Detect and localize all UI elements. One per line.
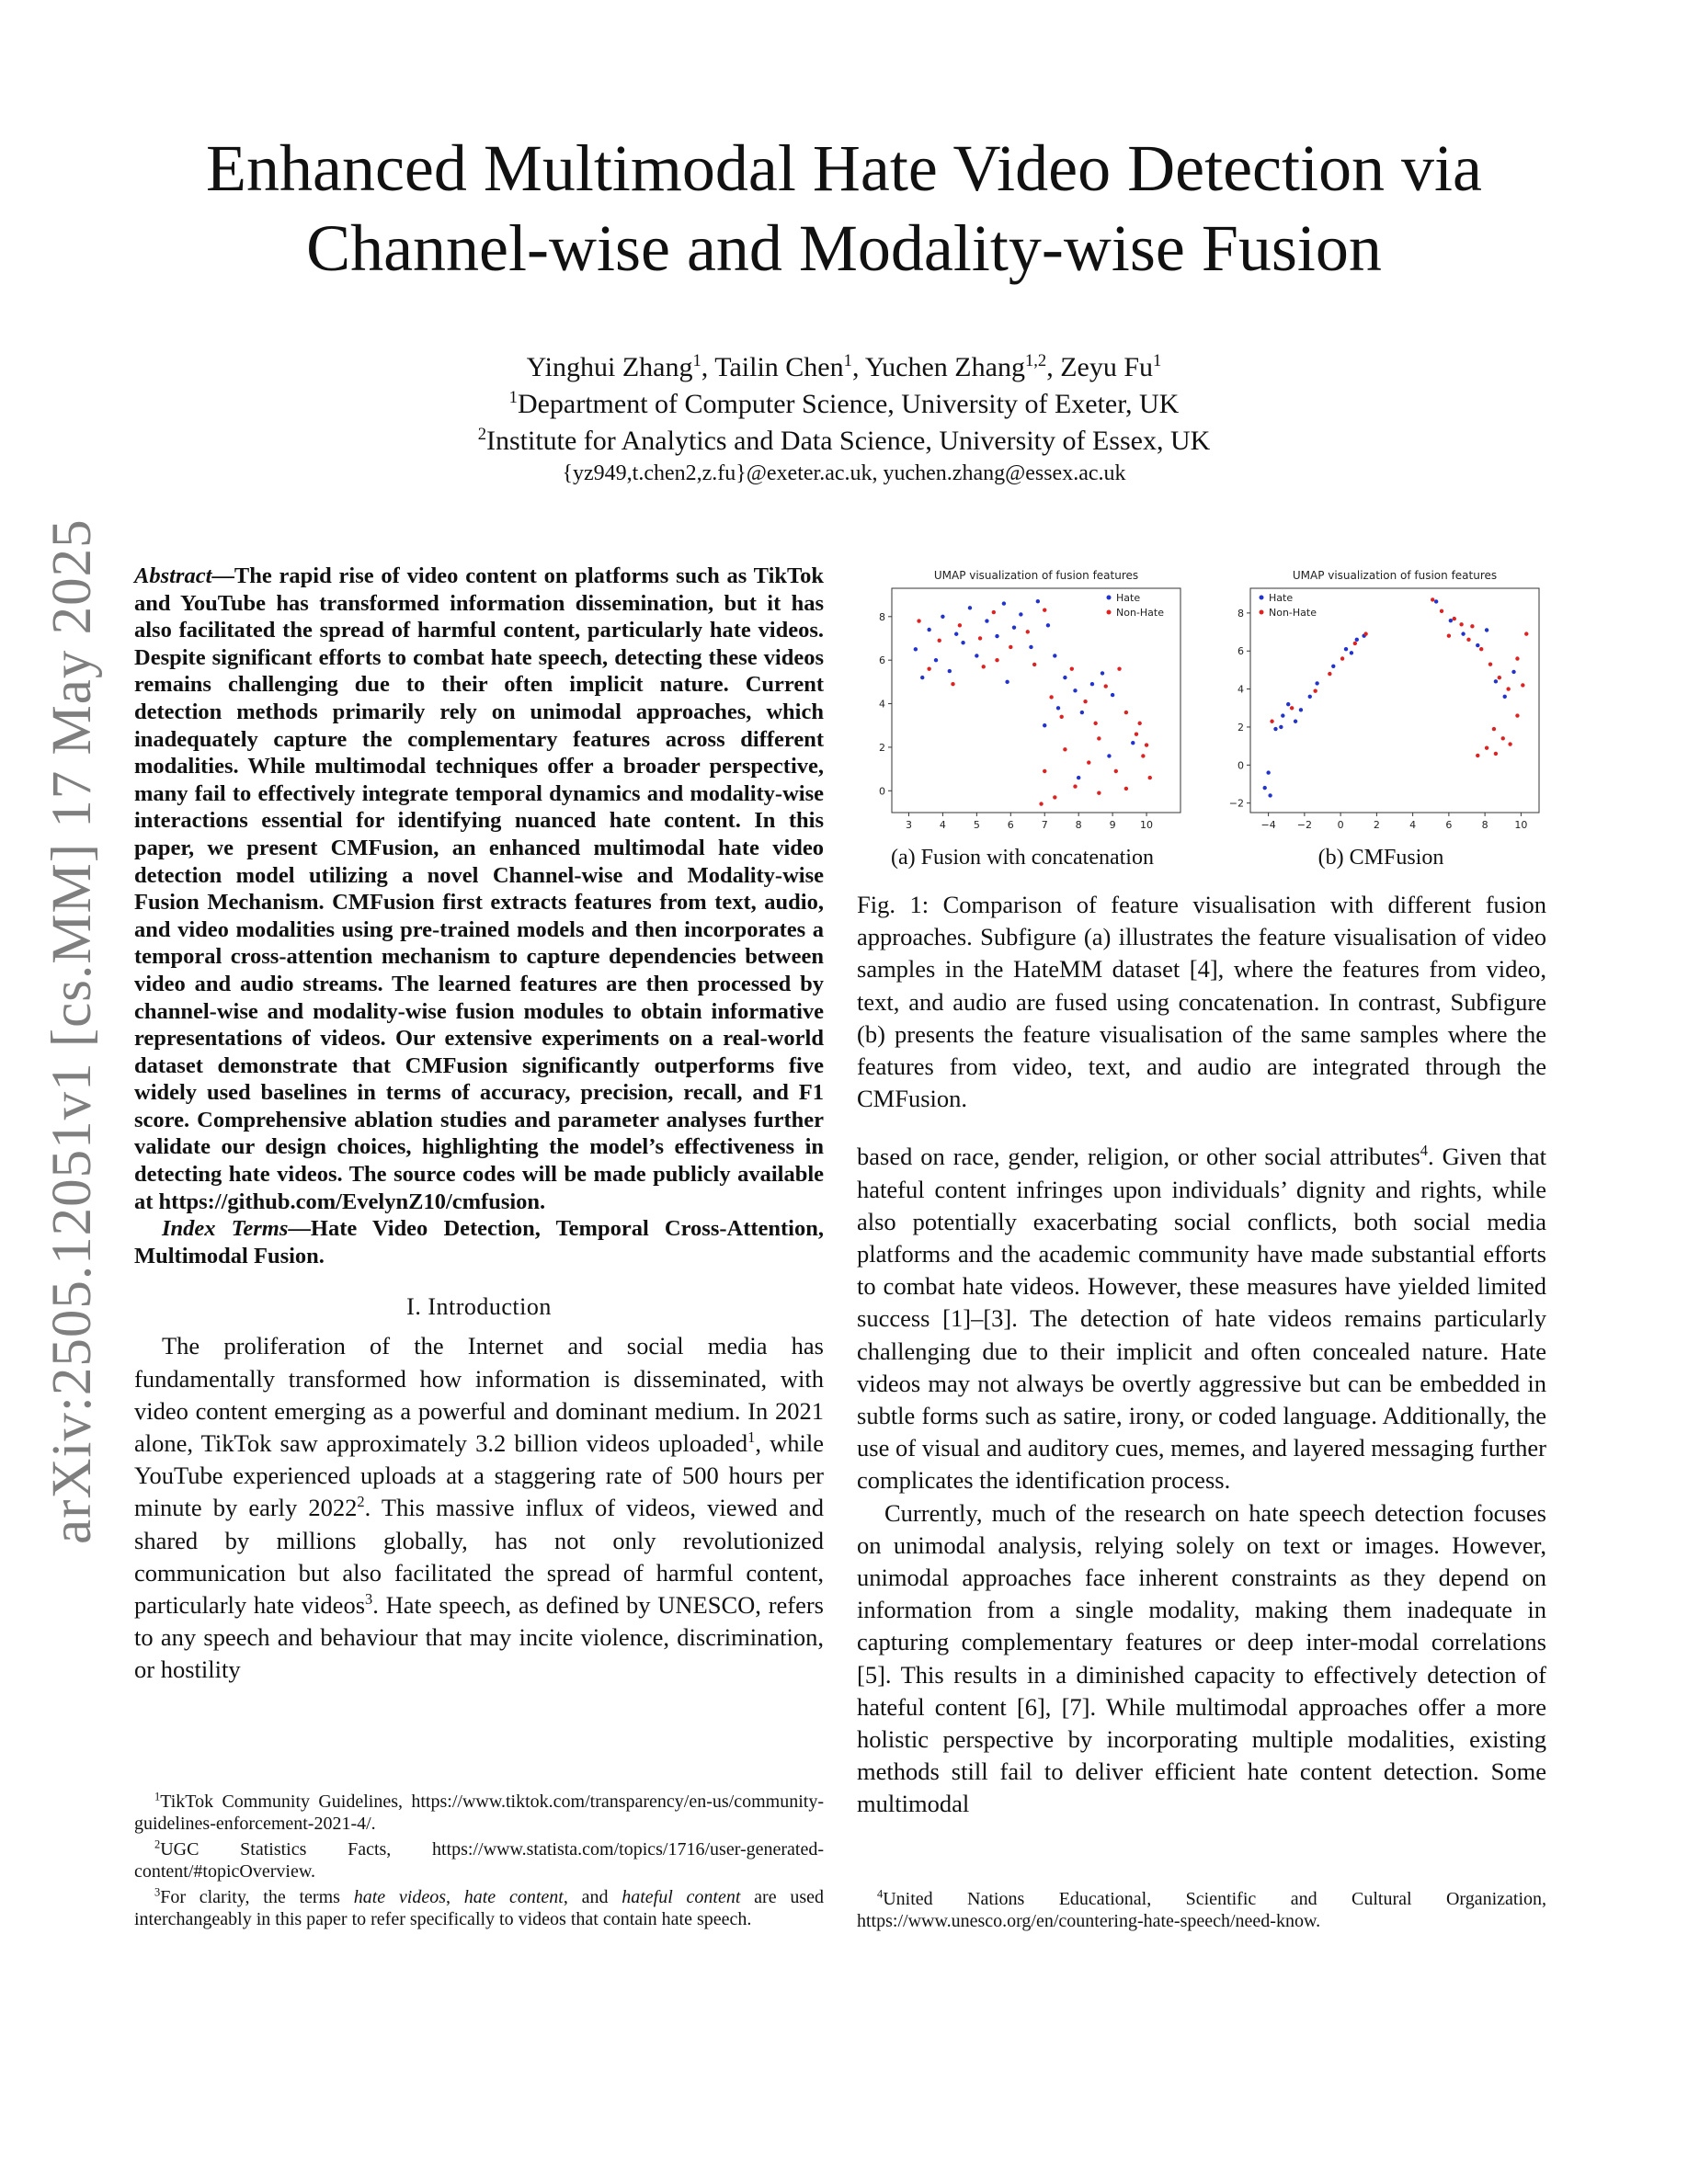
data-point-non-hate	[917, 619, 920, 622]
legend-label: Non-Hate	[1116, 607, 1164, 619]
subcaption-a: (a) Fusion with concatenation	[891, 846, 1154, 870]
data-point-non-hate	[1524, 631, 1528, 635]
data-point-non-hate	[1515, 656, 1519, 660]
data-point-hate	[1281, 713, 1284, 717]
text-run: based on race, gender, religion, or other social attributes	[857, 1143, 1420, 1171]
x-tick-label: 0	[1337, 819, 1344, 831]
data-point-hate	[1111, 693, 1114, 697]
data-point-non-hate	[1097, 791, 1101, 794]
data-point-hate	[1308, 695, 1312, 699]
subfigure-a	[857, 563, 1188, 870]
footnote-mark: 4	[1420, 1142, 1428, 1160]
data-point-non-hate	[1073, 784, 1077, 788]
data-point-hate	[968, 606, 972, 609]
author-affil-mark: 1	[843, 351, 852, 370]
data-point-hate	[1434, 599, 1438, 603]
figure-caption: Fig. 1: Comparison of feature visualisation with different fusion approaches. Subfigure (a) illustrates the feature visualisation of video samples in the HateMM dataset [4], where the features from video, text, and audio are fused using concatenation. In contrast, Subfigure (b) presents the feature visualisation of the same samples where the features from video, text, and audio are integrated through the CMFusion.	[857, 891, 1546, 1113]
footnote-text: TikTok Community Guidelines, https://www.tiktok.com/transparency/en-us/community-guidelines-enforcement-2021-4/.	[134, 1792, 824, 1834]
footnote	[857, 1888, 1546, 1932]
y-tick-label: 6	[1237, 645, 1244, 658]
x-tick-label: 2	[1373, 819, 1380, 831]
data-point-hate	[1461, 631, 1465, 635]
footnote-term: hate content	[463, 1887, 564, 1907]
plot-frame	[892, 588, 1180, 813]
data-point-hate	[1036, 599, 1040, 603]
footnote-number: 1	[154, 1790, 161, 1803]
legend-marker	[1107, 610, 1112, 615]
data-point-non-hate	[1459, 622, 1463, 626]
data-point-non-hate	[1124, 787, 1128, 791]
data-point-non-hate	[1104, 684, 1108, 688]
author-name: Yuchen Zhang	[864, 352, 1025, 382]
data-point-non-hate	[1431, 597, 1434, 601]
y-tick-label: −2	[1228, 797, 1244, 810]
data-point-non-hate	[1060, 715, 1064, 719]
data-point-non-hate	[1521, 683, 1524, 687]
data-point-non-hate	[1363, 631, 1367, 635]
data-point-non-hate	[1479, 647, 1483, 651]
y-tick-label: 8	[1237, 607, 1244, 620]
data-point-hate	[1279, 725, 1283, 729]
data-point-hate	[1107, 754, 1111, 757]
section-heading: I. Introduction	[406, 1293, 552, 1321]
data-point-hate	[1005, 680, 1009, 684]
data-point-hate	[927, 628, 930, 631]
data-point-non-hate	[1070, 666, 1074, 670]
data-point-non-hate	[1039, 802, 1043, 805]
data-point-hate	[1299, 708, 1303, 711]
data-point-hate	[1331, 665, 1335, 668]
data-point-non-hate	[1328, 672, 1331, 676]
chart-title: UMAP visualization of fusion features	[1292, 569, 1498, 582]
data-point-non-hate	[1063, 747, 1066, 751]
footnote-text: For clarity, the terms	[160, 1887, 354, 1907]
data-point-hate	[1350, 651, 1353, 654]
legend-marker	[1260, 610, 1264, 615]
data-point-hate	[941, 615, 944, 619]
y-tick-label: 2	[879, 741, 885, 754]
right-column	[857, 563, 1546, 1821]
data-point-hate	[1043, 723, 1046, 727]
abstract-label: Abstract	[134, 563, 212, 588]
data-point-hate	[1002, 601, 1006, 605]
paper-title	[165, 129, 1523, 289]
legend-label: Hate	[1269, 592, 1294, 604]
text-run: , while YouTube experienced uploads at a staggering rate of 500 hours per minute by early 2022	[134, 1429, 824, 1522]
data-point-non-hate	[927, 666, 930, 670]
data-point-hate	[1476, 643, 1479, 647]
data-point-non-hate	[958, 623, 962, 627]
plot-frame	[1250, 588, 1539, 813]
data-point-hate	[961, 641, 964, 644]
data-point-non-hate	[982, 665, 986, 668]
footnote-text: UGC Statistics Facts, https://www.statista.com/topics/1716/user-generated-content/#topicOverview.	[134, 1839, 824, 1882]
legend-label: Hate	[1116, 592, 1141, 604]
legend-label: Non-Hate	[1269, 607, 1317, 619]
data-point-non-hate	[1353, 642, 1357, 645]
data-point-non-hate	[978, 636, 982, 640]
data-point-non-hate	[1506, 687, 1510, 690]
footnote-term: hate videos	[353, 1887, 446, 1907]
text-run: . Hate speech, as defined by UNESCO, refers to any speech and behaviour that may incite violence, discrimination, or hostility	[134, 1591, 824, 1684]
author-name: Tailin Chen	[714, 352, 844, 382]
arxiv-identifier: arXiv:2505.12051v1 [cs.MM] 17 May 2025	[41, 518, 103, 1544]
text-run: . This massive influx of videos, viewed and shared by millions globally, has not only revolutionized communication but also facilitated the spread of harmful content, particularly hate videos	[134, 1494, 825, 1620]
legend-marker	[1260, 596, 1264, 600]
y-tick-label: 4	[879, 698, 885, 711]
left-column	[134, 563, 824, 1687]
data-point-hate	[1063, 676, 1066, 679]
x-tick-label: 10	[1514, 819, 1528, 831]
intro-paragraph	[134, 1330, 824, 1686]
data-point-non-hate	[1494, 752, 1498, 756]
data-point-non-hate	[938, 639, 941, 643]
figure-1	[857, 563, 1546, 870]
data-point-hate	[985, 619, 988, 622]
footnote-text: are used interchangeably in this paper to refer specifically to videos that contain hate speech.	[134, 1887, 825, 1929]
x-tick-label: 10	[1140, 819, 1154, 831]
footnote-text: United Nations Educational, Scientific and Cultural Organization, https://www.unesco.org/en/countering-hate-speech/need-know.	[857, 1889, 1546, 1931]
data-point-hate	[1073, 688, 1077, 692]
data-point-hate	[1485, 628, 1488, 631]
data-point-non-hate	[1501, 736, 1505, 740]
data-point-non-hate	[1340, 656, 1344, 660]
y-tick-label: 0	[1237, 759, 1244, 772]
affil-mark: 2	[477, 425, 486, 444]
scatter-chart-a	[857, 563, 1188, 838]
author-name: Zeyu Fu	[1060, 352, 1154, 382]
chart-title: UMAP visualization of fusion features	[933, 569, 1139, 582]
author-affil-mark: 1	[1153, 351, 1162, 370]
author-affil-mark: 1,2	[1024, 351, 1047, 370]
y-tick-label: 2	[1237, 721, 1244, 734]
data-point-hate	[1268, 793, 1272, 797]
data-point-hate	[1294, 720, 1297, 723]
text-run: . Given that hateful content infringes upon individuals’ dignity and rights, while also potentially exacerbating social conflicts, both social media platforms and the academic community have made substantial efforts to combat hate videos. However, these measures have yielded limited success [1]–[3]. The detection of hate videos remains particularly challenging due to their implicit and often concealed nature. Hate videos may not always be overtly aggressive but can be embedded in subtle forms such as satire, irony, or coded language. Additionally, the use of visual and auditory cues, memes, and layered messaging further complicates the identification process.	[857, 1143, 1547, 1495]
data-point-hate	[975, 654, 978, 657]
x-tick-label: 9	[1109, 819, 1116, 831]
data-point-non-hate	[951, 682, 954, 686]
data-point-non-hate	[1043, 608, 1046, 611]
footnote-term: hateful content	[622, 1887, 741, 1907]
x-tick-label: 8	[1481, 819, 1488, 831]
data-point-non-hate	[1476, 754, 1479, 757]
footnote-number: 2	[154, 1837, 161, 1851]
x-tick-label: 3	[905, 819, 912, 831]
text-run: The proliferation of the Internet and social media has fundamentally transformed how information is disseminated, with video content emerging as a powerful and dominant medium. In 2021 alone, TikTok saw approximately 3.2 billion videos uploaded	[134, 1332, 824, 1458]
scatter-chart-b	[1215, 563, 1546, 838]
footnote-mark: 1	[747, 1428, 756, 1447]
index-terms-text: —Hate Video Detection, Temporal Cross-Attention, Multimodal Fusion.	[134, 1216, 824, 1268]
data-point-non-hate	[1049, 695, 1053, 699]
data-point-non-hate	[1053, 795, 1056, 799]
data-point-hate	[954, 632, 958, 636]
data-point-hate	[1286, 702, 1290, 706]
data-point-non-hate	[1470, 624, 1474, 628]
author-list: Yinghui Zhang$^1$, Tailin Chen$^1$, Yuchen Zhang$^{1,2}$, Zeyu Fu$^1$	[526, 351, 1162, 382]
footnotes-left	[134, 1791, 824, 1934]
y-tick-label: 6	[879, 654, 885, 667]
data-point-non-hate	[1032, 663, 1036, 666]
data-point-hate	[914, 647, 918, 651]
data-point-non-hate	[992, 610, 996, 614]
data-point-non-hate	[1485, 745, 1488, 749]
index-terms-label: Index Terms	[162, 1216, 289, 1242]
data-point-hate	[1449, 619, 1453, 622]
data-point-non-hate	[1124, 711, 1128, 714]
data-point-non-hate	[1453, 617, 1456, 620]
data-point-hate	[1503, 695, 1507, 699]
y-tick-label: 4	[1237, 683, 1244, 696]
data-point-hate	[1029, 645, 1032, 649]
affiliation	[165, 423, 1523, 460]
y-tick-label: 0	[879, 785, 885, 798]
data-point-hate	[1077, 776, 1080, 779]
data-point-non-hate	[1498, 676, 1501, 679]
data-point-non-hate	[995, 658, 998, 662]
data-point-hate	[1056, 706, 1060, 710]
affiliation-text: Institute for Analytics and Data Science, University of Essex, UK	[485, 426, 1211, 456]
data-point-hate	[1494, 679, 1498, 683]
footnote	[134, 1791, 824, 1835]
intro-paragraph-continued	[857, 1141, 1546, 1496]
data-point-hate	[1266, 770, 1270, 774]
data-point-non-hate	[1087, 760, 1090, 764]
data-point-non-hate	[1508, 742, 1511, 745]
data-point-hate	[934, 658, 938, 662]
data-point-non-hate	[1492, 727, 1496, 731]
abstract-text: —The rapid rise of video content on platforms such as TikTok and YouTube has transformed information dissemination, but it has also facilitated the spread of harmful content, particularly hate videos. Despite significant efforts to combat hate speech, detecting these videos remains challenging due to their often implicit nature. Current detection methods primarily rely on unimodal approaches, which inadequately capture the complementary features across different modalities. While multimodal techniques offer a broader perspective, many fail to effectively integrate temporal dynamics and modality-wise interactions essential for identifying nuanced hate content. In this paper, we present CMFusion, an enhanced multimodal hate video detection model utilizing a novel Channel-wise and Modality-wise Fusion Mechanism. CMFusion first extracts features from text, audio, and video modalities using pre-trained models and then incorporates a temporal cross-attention mechanism to capture dependencies between video and audio streams. The learned features are then processed by channel-wise and modality-wise fusion modules to obtain informative representations of videos. Our extensive experiments on a real-world dataset demonstrate that CMFusion significantly outperforms five widely used baselines in terms of accuracy, precision, recall, and F1 score. Comprehensive ablation studies and parameter analyses further validate our design choices, highlighting the model’s effectiveness in detecting hate videos. The source codes will be made publicly available at https://github.com/EvelynZ10/cmfusion.	[134, 563, 824, 1214]
footnotes-right	[857, 1888, 1546, 1936]
data-point-hate	[1080, 711, 1084, 714]
x-tick-label: 6	[1445, 819, 1453, 831]
title-block	[165, 129, 1523, 289]
data-point-hate	[1315, 681, 1318, 685]
legend-marker	[1107, 596, 1112, 600]
data-point-non-hate	[1145, 743, 1148, 746]
data-point-hate	[1131, 741, 1135, 745]
abstract	[134, 563, 824, 1215]
right-body	[857, 1141, 1546, 1820]
footnote-text: , and	[563, 1887, 622, 1907]
affiliation-text: Department of Computer Science, University of Exeter, UK	[517, 389, 1180, 419]
data-point-non-hate	[1137, 722, 1141, 725]
data-point-non-hate	[1117, 666, 1121, 670]
data-point-hate	[1046, 623, 1050, 627]
data-point-hate	[1344, 647, 1348, 651]
footnote-number: 3	[154, 1885, 161, 1899]
data-point-non-hate	[1135, 733, 1138, 736]
subcaption-b: (b) CMFusion	[1317, 846, 1444, 870]
data-point-hate	[1090, 682, 1094, 686]
x-tick-label: 6	[1007, 819, 1014, 831]
data-point-hate	[1355, 638, 1359, 642]
data-point-hate	[920, 676, 924, 679]
data-point-hate	[1263, 786, 1267, 790]
data-point-non-hate	[1114, 769, 1118, 773]
data-point-non-hate	[1043, 769, 1046, 773]
index-terms	[134, 1215, 824, 1269]
data-point-non-hate	[1515, 713, 1519, 717]
data-point-non-hate	[1097, 736, 1101, 740]
data-point-non-hate	[1009, 645, 1012, 649]
data-point-hate	[995, 634, 998, 638]
y-tick-label: 8	[879, 610, 885, 623]
footnote	[134, 1838, 824, 1883]
data-point-hate	[1101, 671, 1104, 675]
data-point-non-hate	[1447, 633, 1451, 637]
data-point-non-hate	[1466, 638, 1470, 642]
data-point-non-hate	[1026, 630, 1030, 633]
x-tick-label: 4	[1409, 819, 1417, 831]
title-line-1: Enhanced Multimodal Hate Video Detection via	[206, 131, 1482, 205]
title-line-2: Channel-wise and Modality-wise Fusion	[306, 211, 1382, 285]
footnote-mark: 2	[357, 1493, 365, 1511]
data-point-non-hate	[1488, 663, 1492, 666]
data-point-non-hate	[1083, 700, 1087, 703]
data-point-hate	[948, 669, 952, 673]
data-point-non-hate	[1313, 688, 1317, 692]
data-point-hate	[1053, 654, 1056, 657]
intro-paragraph: Currently, much of the research on hate speech detection focuses on unimodal analysis, relying solely on text or images. However, unimodal approaches face inherent constraints as they depend on information from a single modality, making them inadequate in capturing complementary features or deep inter-modal correlations [5]. This results in a diminished capacity to effectively detection of hateful content [6], [7]. While multimodal approaches offer a more holistic perspective by incorporating multiple modalities, existing methods still fail to deliver efficient hate content detection. Some multimodal	[857, 1498, 1546, 1818]
affiliation	[165, 386, 1523, 423]
data-point-hate	[1273, 727, 1277, 731]
x-tick-label: 4	[939, 819, 946, 831]
data-point-non-hate	[1141, 754, 1145, 757]
author-emails: {yz949,t.chen2,z.fu}@exeter.ac.uk, yuchen.zhang@essex.ac.uk	[562, 461, 1126, 485]
data-point-non-hate	[1440, 609, 1443, 613]
x-tick-label: 7	[1041, 819, 1048, 831]
x-tick-label: 5	[973, 819, 980, 831]
data-point-hate	[1012, 625, 1016, 629]
data-point-non-hate	[1148, 776, 1152, 779]
x-tick-label: −4	[1260, 819, 1276, 831]
footnote	[134, 1886, 824, 1930]
data-point-hate	[1511, 670, 1515, 674]
data-point-hate	[1019, 612, 1022, 616]
x-tick-label: 8	[1075, 819, 1082, 831]
affil-mark: 1	[508, 388, 518, 407]
data-point-non-hate	[1093, 722, 1097, 725]
x-tick-label: −2	[1296, 819, 1312, 831]
authors-block	[165, 349, 1523, 487]
footnote-text: ,	[445, 1887, 464, 1907]
author-affil-mark: 1	[692, 351, 701, 370]
footnote-mark: 3	[365, 1590, 373, 1609]
author-name: Yinghui Zhang	[526, 352, 693, 382]
footnote-number: 4	[877, 1887, 884, 1901]
data-point-non-hate	[1290, 706, 1294, 710]
data-point-non-hate	[1270, 720, 1273, 723]
subfigure-b	[1215, 563, 1546, 870]
